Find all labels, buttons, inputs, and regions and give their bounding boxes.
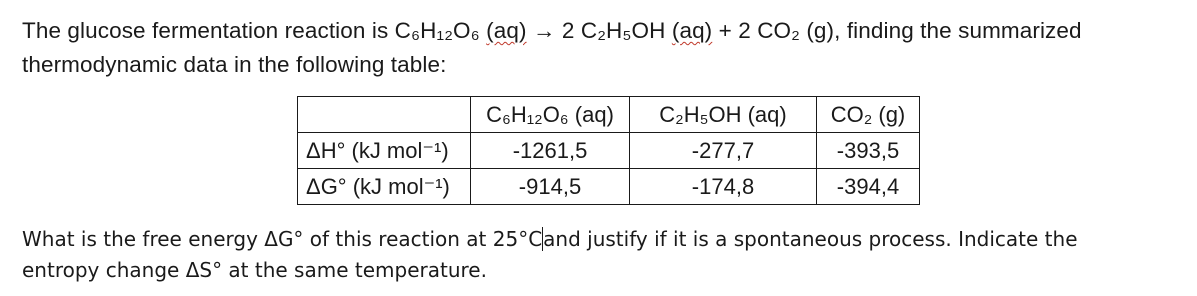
question-text-end: and justify if it is a spontaneous process. Indicate the [543,227,1078,251]
table-header-blank [298,97,471,133]
table-header-co2: CO₂ (g) [817,97,920,133]
table-header-row [298,97,920,133]
problem-intro [22,14,1187,82]
row-label-gibbs: ΔG° (kJ mol⁻¹) [298,169,471,205]
cell-gibbs-ethanol: -174,8 [630,169,817,205]
table-row-enthalpy [298,133,920,169]
question-line-1 [22,224,1187,255]
spellcheck-aq-1: (aq) [486,18,527,43]
cell-enthalpy-glucose: -1261,5 [471,133,630,169]
table-row-gibbs [298,169,920,205]
cell-gibbs-glucose: -914,5 [471,169,630,205]
intro-text-end: + 2 CO₂ (g), finding the summarized [712,18,1082,43]
problem-question [22,224,1187,286]
table-header-glucose: C₆H₁₂O₆ (aq) [471,97,630,133]
spellcheck-aq-2: (aq) [671,18,713,43]
cell-gibbs-co2: -394,4 [817,169,920,205]
intro-text-middle: → 2 C₂H₅OH [526,18,672,43]
question-text-start: What is the free energy ΔG° of this reaction at 25°C [22,227,543,251]
intro-line-1 [22,14,1187,48]
row-label-enthalpy: ΔH° (kJ mol⁻¹) [298,133,471,169]
table-header-ethanol: C₂H₅OH (aq) [630,97,817,133]
cell-enthalpy-ethanol: -277,7 [630,133,817,169]
question-line-2: entropy change ΔS° at the same temperature. [22,258,487,282]
intro-line-2: thermodynamic data in the following table: [22,52,447,77]
thermodynamic-data-table [297,96,920,205]
intro-text-start: The glucose fermentation reaction is C₆H₁₂O₆ [22,18,487,43]
cell-enthalpy-co2: -393,5 [817,133,920,169]
